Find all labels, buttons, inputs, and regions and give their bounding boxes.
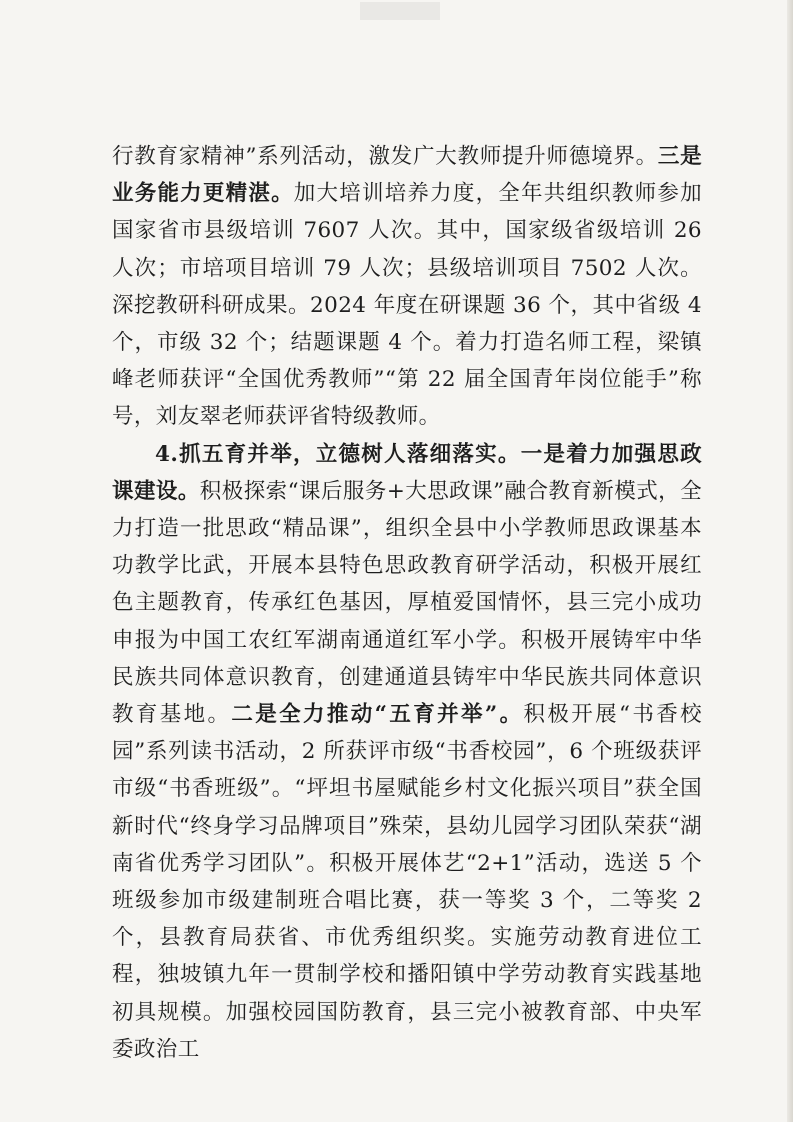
top-stamp-mark (360, 2, 440, 20)
paragraph-1-text-cont: 加大培训培养力度，全年共组织教师参加国家省市县级培训 7607 人次。其中，国家级省级培训 26 人次；市培项目培训 79 人次；县级培训项目 7502 人次。深挖教研科研成果。2024 年度在研课题 36 个，其中省级 4 个，市级 32 个；结题课题 4 个。着力打造名师工程，梁镇峰老师获评“全国优秀教师”“第 22 届全国青年岗位能手”称号，刘友翠老师获评省特级教师。 (112, 181, 703, 430)
paragraph-1 (112, 138, 702, 436)
paragraph-1-text: 行教育家精神”系列活动，激发广大教师提升师德境界。 (112, 144, 658, 169)
paragraph-2-heading-2: 二是全力推动“五育并举”。 (231, 702, 524, 728)
paragraph-2 (112, 436, 702, 1068)
paragraph-2-text-cont: 积极开展“书香校园”系列读书活动，2 所获评市级“书香校园”，6 个班级获评市级“书香班级”。“坪坦书屋赋能乡村文化振兴项目”获全国新时代“终身学习品牌项目”殊荣，县幼儿园学习团队荣获“湖南省优秀学习团队”。积极开展体艺“2+1”活动，选送 5 个班级参加市级建制班合唱比赛，获一等奖 3 个，二等奖 2 个，县教育局获省、市优秀组织奖。实施劳动教育进位工程，独坡镇九年一贯制学校和播阳镇中学劳动教育实践基地初具规模。加强校园国防教育，县三完小被教育部、中央军委政治工 (112, 702, 702, 1062)
page-edge-shadow (787, 0, 793, 1122)
paragraph-1-heading-3: 三是业务能力更精湛。 (112, 144, 702, 207)
section-4-heading: 4.抓五育并举，立德树人落细落实。一是着力加强思政课建设。 (112, 441, 702, 504)
paragraph-2-text: 积极探索“课后服务+大思政课”融合教育新模式，全力打造一批思政“精品课”，组织全县中小学教师思政课基本功教学比武，开展本县特色思政教育研学活动，积极开展红色主题教育，传承红色基因，厚植爱国情怀，县三完小成功申报为中国工农红军湖南通道红军小学。积极开展铸牢中华民族共同体意识教育，创建通道县铸牢中华民族共同体意识教育基地。 (112, 478, 702, 728)
document-body (112, 138, 702, 1068)
